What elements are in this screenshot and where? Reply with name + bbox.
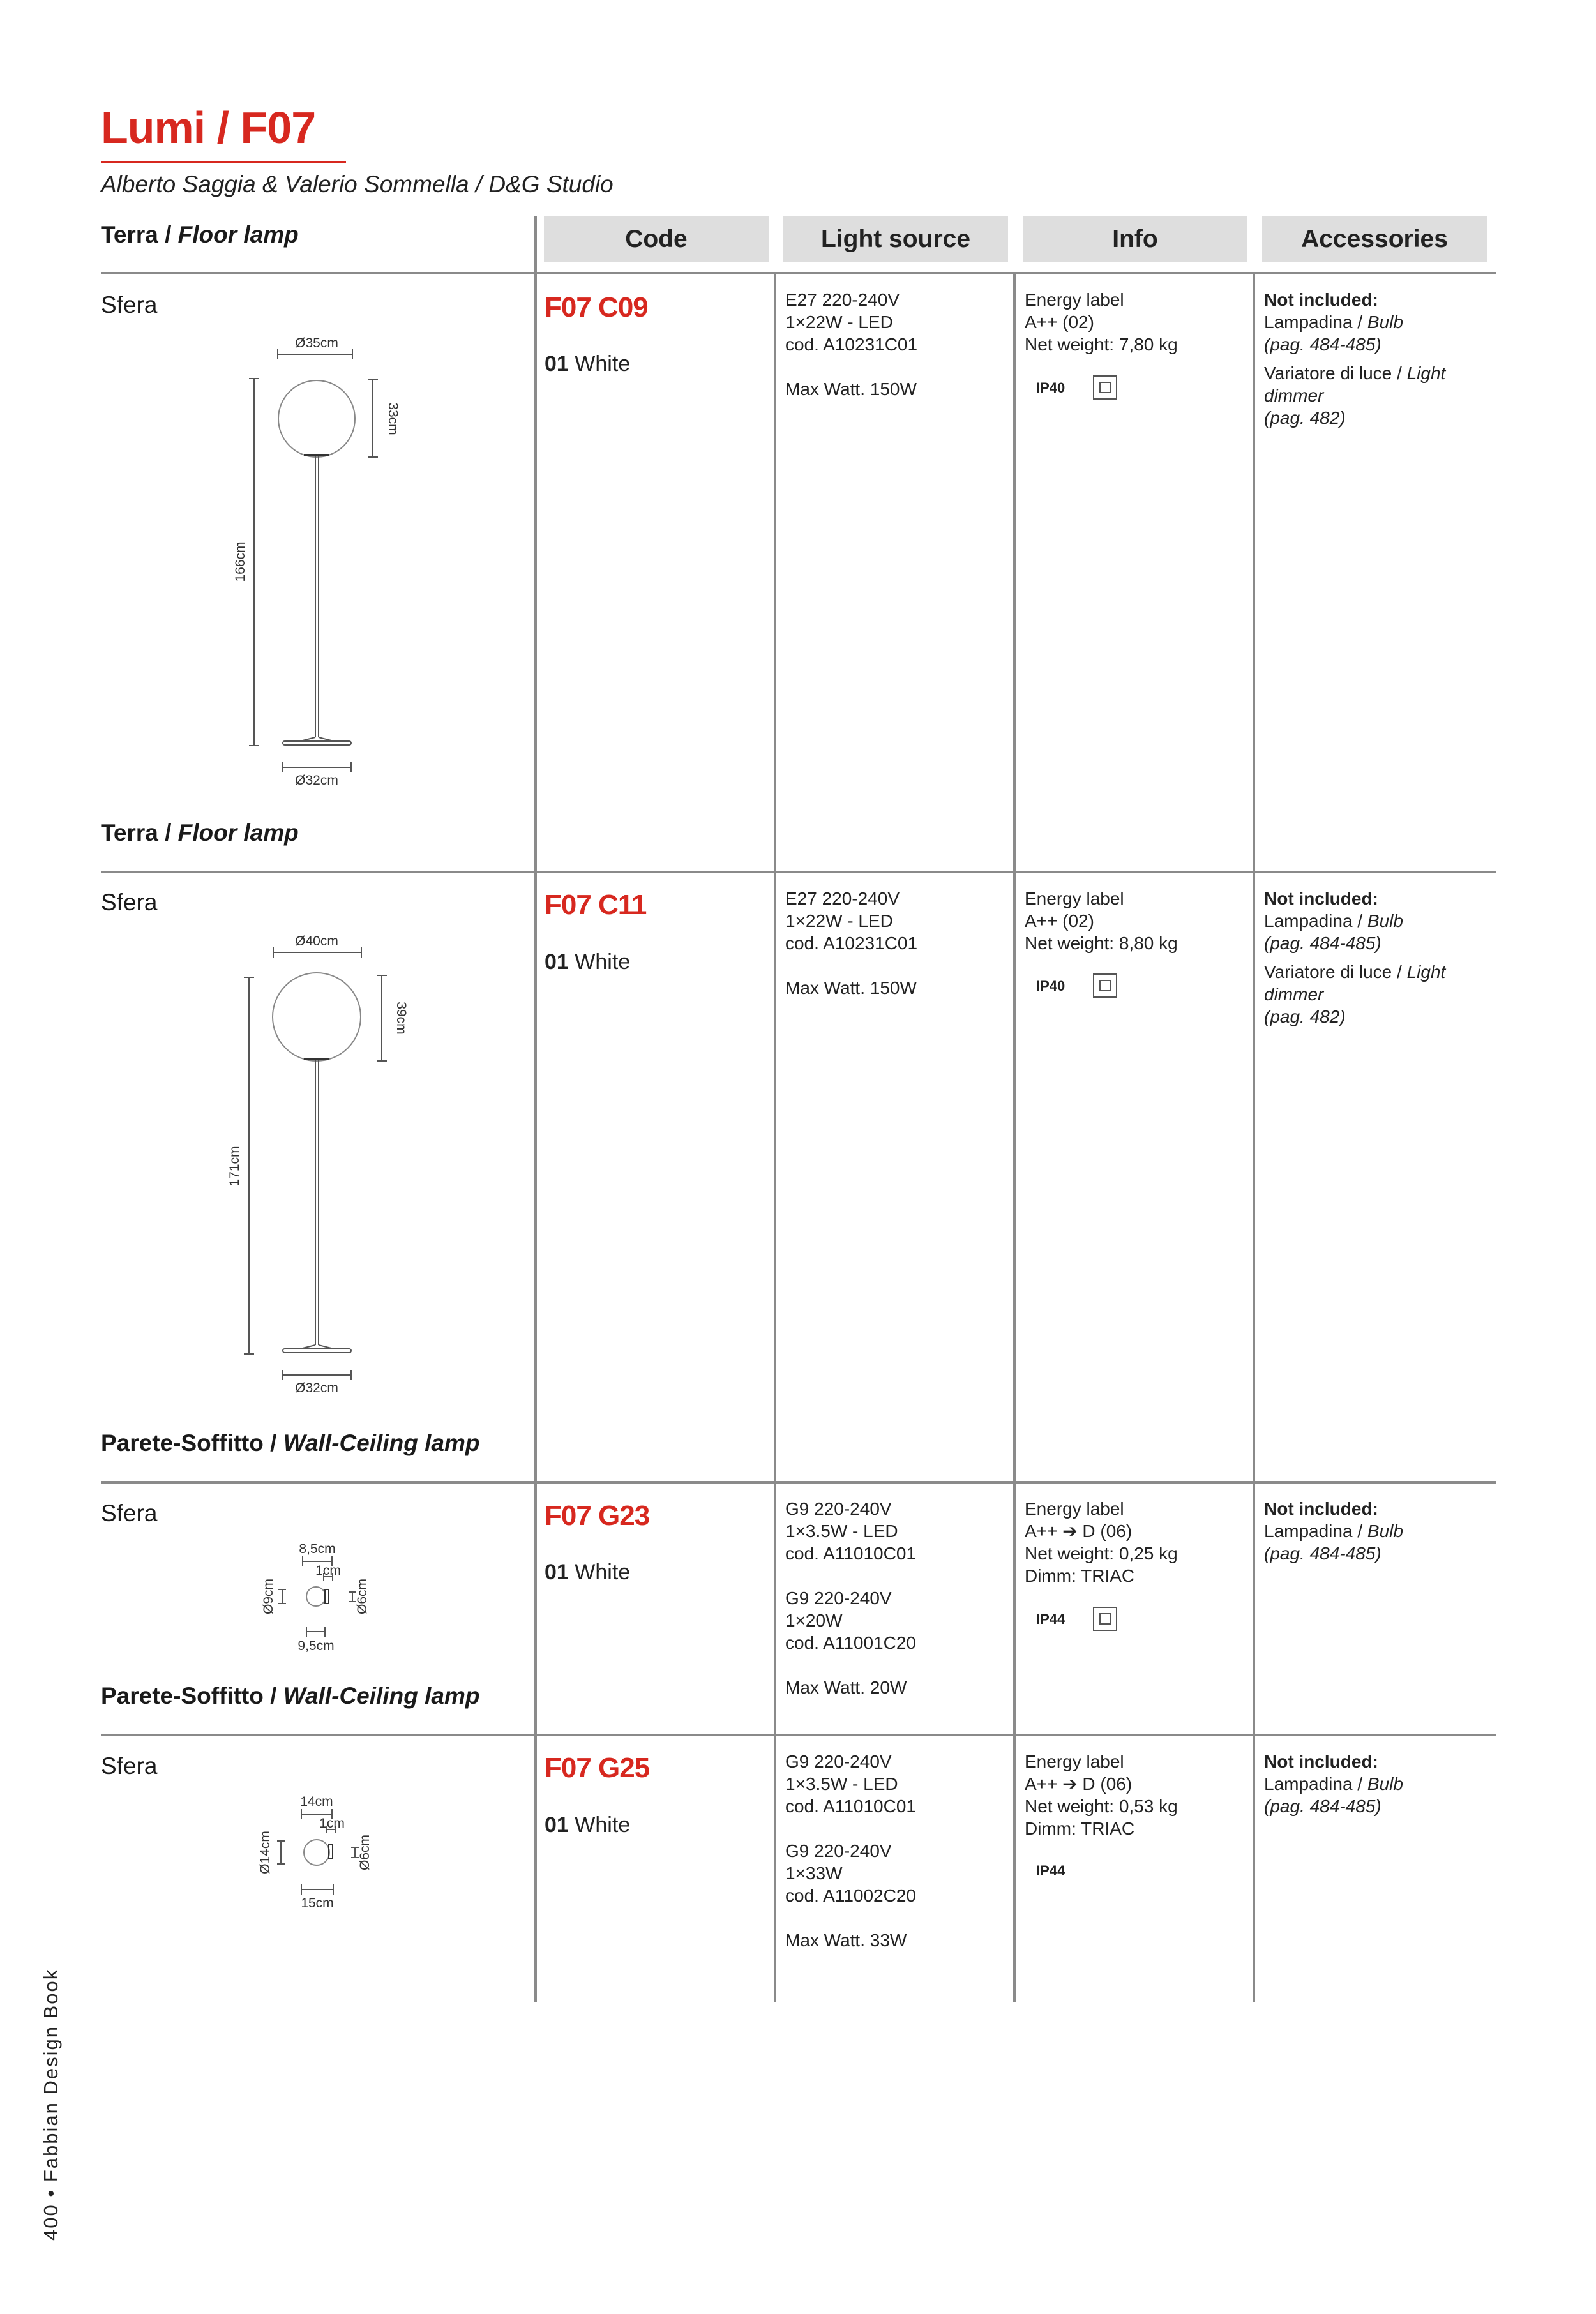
category-wall-1: Parete-Soffitto / Wall-Ceiling lamp — [101, 1430, 480, 1456]
light-source-cell: G9 220-240V 1×3.5W - LED cod. A11010C01 G9 220-240V 1×33W cod. A11002C20 Max Watt. 33W — [785, 1752, 916, 1950]
dim-depth: 1cm — [315, 1563, 341, 1578]
dim-globe: 39cm — [394, 1002, 409, 1035]
wall-lamp-diagram — [255, 1791, 396, 1912]
column-divider-2 — [774, 273, 776, 2002]
light-source-cell: G9 220-240V 1×3.5W - LED cod. A11010C01 G9 220-240V 1×20W cod. A11001C20 Max Watt. 20W — [785, 1499, 916, 1697]
variant: 01 White — [545, 352, 631, 376]
ip-rating: IP40 — [1036, 978, 1065, 994]
wall-lamp-diagram — [255, 1538, 396, 1660]
product-code: F07 G25 — [545, 1752, 650, 1784]
product-name: Sfera — [101, 1500, 158, 1526]
class-ii-icon — [1093, 375, 1117, 400]
column-header-info: Info — [1023, 216, 1247, 262]
floor-lamp-diagram — [223, 927, 428, 1399]
product-name: Sfera — [101, 1753, 158, 1779]
ip-rating: IP44 — [1036, 1863, 1065, 1879]
dim-width: 8,5cm — [299, 1542, 336, 1556]
info-cell: Energy label A++ ➔ D (06) Net weight: 0,25 kg Dimm: TRIAC — [1025, 1499, 1178, 1586]
dim-bottom: 9,5cm — [297, 1639, 335, 1653]
column-divider-3 — [1013, 273, 1016, 2002]
accessories-cell: Not included: Lampadina / Bulb (pag. 484-485) Variatore di luce / Light dimmer (pag. 482) — [1264, 290, 1446, 428]
dim-height: 166cm — [233, 541, 248, 582]
accessories-cell: Not included: Lampadina / Bulb (pag. 484-485) Variatore di luce / Light dimmer (pag. 482) — [1264, 889, 1446, 1026]
row-divider-2 — [101, 871, 1496, 873]
light-source-cell: E27 220-240V 1×22W - LED cod. A10231C01 Max Watt. 150W — [785, 889, 918, 998]
info-cell: Energy label A++ (02) Net weight: 7,80 kg — [1025, 290, 1178, 354]
dim-right-diameter: Ø6cm — [355, 1578, 370, 1615]
accessories-cell: Not included: Lampadina / Bulb (pag. 484-485) — [1264, 1499, 1403, 1563]
column-header-accessories: Accessories — [1262, 216, 1487, 262]
dim-width: 14cm — [300, 1794, 333, 1809]
row-divider-3 — [101, 1481, 1496, 1484]
dim-right-diameter: Ø6cm — [358, 1834, 372, 1871]
dim-left-diameter: Ø14cm — [258, 1831, 273, 1874]
variant: 01 White — [545, 950, 631, 974]
product-name: Sfera — [101, 889, 158, 915]
dim-bottom: 15cm — [301, 1896, 334, 1911]
variant: 01 White — [545, 1813, 631, 1837]
variant: 01 White — [545, 1560, 631, 1584]
dim-depth: 1cm — [319, 1816, 345, 1831]
dim-top-diameter: Ø40cm — [295, 934, 338, 949]
ip-rating: IP40 — [1036, 380, 1065, 396]
info-cell: Energy label A++ ➔ D (06) Net weight: 0,53 kg Dimm: TRIAC — [1025, 1752, 1178, 1838]
floor-lamp-diagram — [223, 329, 428, 795]
class-ii-icon — [1093, 973, 1117, 998]
designers: Alberto Saggia & Valerio Sommella / D&G Studio — [101, 171, 614, 197]
dim-globe: 33cm — [386, 402, 400, 435]
column-divider-4 — [1253, 273, 1255, 2002]
product-code: F07 C09 — [545, 292, 648, 323]
row-divider-4 — [101, 1734, 1496, 1736]
page-footer: 400 • Fabbian Design Book — [40, 1968, 62, 2241]
class-ii-icon — [1093, 1607, 1117, 1631]
category-floor-2: Terra / Floor lamp — [101, 820, 299, 846]
page-title: Lumi / F07 — [101, 103, 316, 153]
title-underline — [101, 161, 346, 163]
column-header-light-source: Light source — [783, 216, 1008, 262]
row-divider-1 — [101, 272, 1496, 274]
category-floor-1: Terra / Floor lamp — [101, 222, 299, 248]
dim-left-diameter: Ø9cm — [261, 1578, 276, 1615]
accessories-cell: Not included: Lampadina / Bulb (pag. 484-485) — [1264, 1752, 1403, 1816]
ip-rating: IP44 — [1036, 1611, 1065, 1627]
dim-base-diameter: Ø32cm — [295, 773, 338, 788]
info-cell: Energy label A++ (02) Net weight: 8,80 kg — [1025, 889, 1178, 953]
column-divider-1 — [534, 216, 537, 2002]
product-name: Sfera — [101, 292, 158, 318]
dim-base-diameter: Ø32cm — [295, 1381, 338, 1395]
light-source-cell: E27 220-240V 1×22W - LED cod. A10231C01 Max Watt. 150W — [785, 290, 918, 399]
product-code: F07 C11 — [545, 889, 647, 920]
category-wall-2: Parete-Soffitto / Wall-Ceiling lamp — [101, 1683, 480, 1709]
dim-top-diameter: Ø35cm — [295, 336, 338, 350]
column-header-code: Code — [544, 216, 769, 262]
dim-height: 171cm — [227, 1146, 242, 1187]
product-code: F07 G23 — [545, 1500, 650, 1531]
